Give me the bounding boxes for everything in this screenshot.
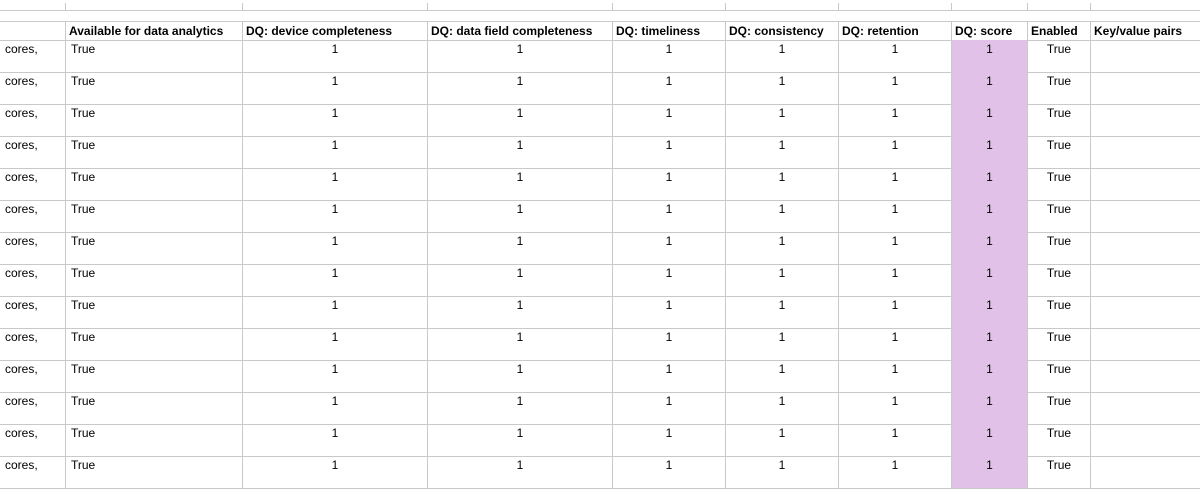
cell-consistency[interactable]: 1: [726, 424, 839, 456]
cell-data-field-completeness[interactable]: 1: [428, 200, 613, 232]
cell-enabled[interactable]: True: [1028, 424, 1091, 456]
cell-enabled[interactable]: True: [1028, 40, 1091, 72]
cell-device-completeness[interactable]: 1: [243, 264, 428, 296]
cell-row-label[interactable]: cores,: [0, 104, 66, 136]
cell-key-value-pairs[interactable]: [1091, 392, 1200, 424]
cell-consistency[interactable]: 1: [726, 136, 839, 168]
table-row: [0, 168, 1200, 201]
cell-data-field-completeness[interactable]: 1: [428, 296, 613, 328]
cell-dq-score[interactable]: 1: [952, 456, 1028, 488]
table-row: [0, 328, 1200, 361]
column-divider[interactable]: [427, 3, 428, 10]
cell-consistency[interactable]: 1: [726, 296, 839, 328]
cell-row-label[interactable]: cores,: [0, 456, 66, 488]
cell-available[interactable]: True: [66, 200, 243, 232]
cell-timeliness[interactable]: 1: [613, 168, 726, 200]
cell-key-value-pairs[interactable]: [1091, 264, 1200, 296]
cell-timeliness[interactable]: 1: [613, 40, 726, 72]
cell-dq-score[interactable]: 1: [952, 200, 1028, 232]
cell-timeliness[interactable]: 1: [613, 360, 726, 392]
cell-enabled[interactable]: True: [1028, 200, 1091, 232]
cell-row-label[interactable]: cores,: [0, 40, 66, 72]
table-row: [0, 136, 1200, 169]
cell-available[interactable]: True: [66, 424, 243, 456]
table-row: [0, 392, 1200, 425]
cell-device-completeness[interactable]: 1: [243, 40, 428, 72]
cell-retention[interactable]: 1: [839, 392, 952, 424]
header-dq-device-completeness[interactable]: DQ: device completeness: [243, 22, 428, 40]
cell-row-label[interactable]: cores,: [0, 232, 66, 264]
cell-row-label[interactable]: cores,: [0, 264, 66, 296]
cell-data-field-completeness[interactable]: 1: [428, 136, 613, 168]
header-dq-retention[interactable]: DQ: retention: [839, 22, 952, 40]
cell-key-value-pairs[interactable]: [1091, 72, 1200, 104]
column-divider[interactable]: [65, 3, 66, 10]
cell-row-label[interactable]: cores,: [0, 360, 66, 392]
cell-dq-score[interactable]: 1: [952, 328, 1028, 360]
cell-dq-score[interactable]: 1: [952, 392, 1028, 424]
header-dq-consistency[interactable]: DQ: consistency: [726, 22, 839, 40]
cell-key-value-pairs[interactable]: [1091, 424, 1200, 456]
cell-timeliness[interactable]: 1: [613, 392, 726, 424]
cell-timeliness[interactable]: 1: [613, 424, 726, 456]
cell-key-value-pairs[interactable]: [1091, 40, 1200, 72]
cell-row-label[interactable]: cores,: [0, 168, 66, 200]
header-available-for-data-analytics[interactable]: Available for data analytics: [66, 22, 243, 40]
cell-retention[interactable]: 1: [839, 264, 952, 296]
cell-key-value-pairs[interactable]: [1091, 456, 1200, 488]
cell-data-field-completeness[interactable]: 1: [428, 264, 613, 296]
cell-timeliness[interactable]: 1: [613, 264, 726, 296]
cell-dq-score[interactable]: 1: [952, 360, 1028, 392]
header-key-value-pairs[interactable]: Key/value pairs: [1094, 24, 1183, 38]
cell-timeliness[interactable]: 1: [613, 456, 726, 488]
cell-dq-score[interactable]: 1: [952, 136, 1028, 168]
column-divider[interactable]: [242, 3, 243, 10]
cell-row-label[interactable]: cores,: [0, 328, 66, 360]
cell-enabled[interactable]: True: [1028, 328, 1091, 360]
cell-device-completeness[interactable]: 1: [243, 168, 428, 200]
cell-row-label[interactable]: cores,: [0, 136, 66, 168]
table-row: [0, 424, 1200, 457]
column-divider[interactable]: [725, 3, 726, 10]
cell-device-completeness[interactable]: 1: [243, 296, 428, 328]
cell-key-value-pairs[interactable]: [1091, 200, 1200, 232]
cell-available[interactable]: True: [66, 456, 243, 488]
header-enabled[interactable]: Enabled: [1028, 22, 1091, 40]
cell-data-field-completeness[interactable]: 1: [428, 456, 613, 488]
cell-timeliness[interactable]: 1: [613, 200, 726, 232]
cell-enabled[interactable]: True: [1028, 136, 1091, 168]
cell-timeliness[interactable]: 1: [613, 328, 726, 360]
header-cell-blank[interactable]: [0, 22, 66, 40]
cell-available[interactable]: True: [66, 328, 243, 360]
cell-dq-score[interactable]: 1: [952, 72, 1028, 104]
cell-consistency[interactable]: 1: [726, 40, 839, 72]
table-row: [0, 40, 1200, 73]
cell-data-field-completeness[interactable]: 1: [428, 328, 613, 360]
cell-timeliness[interactable]: 1: [613, 232, 726, 264]
cell-enabled[interactable]: True: [1028, 232, 1091, 264]
cell-retention[interactable]: 1: [839, 456, 952, 488]
column-divider[interactable]: [1090, 3, 1091, 10]
cell-dq-score[interactable]: 1: [952, 40, 1028, 72]
cell-device-completeness[interactable]: 1: [243, 424, 428, 456]
header-dq-score[interactable]: DQ: score: [952, 22, 1028, 40]
cell-dq-score[interactable]: 1: [952, 104, 1028, 136]
cell-device-completeness[interactable]: 1: [243, 104, 428, 136]
cell-dq-score[interactable]: 1: [952, 424, 1028, 456]
cell-dq-score[interactable]: 1: [952, 232, 1028, 264]
cell-key-value-pairs[interactable]: [1091, 360, 1200, 392]
cell-data-field-completeness[interactable]: 1: [428, 392, 613, 424]
cell-row-label[interactable]: cores,: [0, 200, 66, 232]
cell-timeliness[interactable]: 1: [613, 104, 726, 136]
column-divider[interactable]: [1027, 3, 1028, 10]
header-dq-timeliness[interactable]: DQ: timeliness: [613, 22, 726, 40]
cell-data-field-completeness[interactable]: 1: [428, 424, 613, 456]
cell-available[interactable]: True: [66, 232, 243, 264]
cell-retention[interactable]: 1: [839, 328, 952, 360]
header-dq-data-field-completeness[interactable]: DQ: data field completeness: [428, 22, 613, 40]
cell-available[interactable]: True: [66, 136, 243, 168]
cell-data-field-completeness[interactable]: 1: [428, 360, 613, 392]
cell-enabled[interactable]: True: [1028, 392, 1091, 424]
cell-device-completeness[interactable]: 1: [243, 360, 428, 392]
cell-dq-score[interactable]: 1: [952, 264, 1028, 296]
cell-device-completeness[interactable]: 1: [243, 456, 428, 488]
cell-enabled[interactable]: True: [1028, 264, 1091, 296]
cell-consistency[interactable]: 1: [726, 168, 839, 200]
cell-timeliness[interactable]: 1: [613, 72, 726, 104]
cell-row-label[interactable]: cores,: [0, 424, 66, 456]
cell-retention[interactable]: 1: [839, 168, 952, 200]
cell-consistency[interactable]: 1: [726, 392, 839, 424]
cell-retention[interactable]: 1: [839, 296, 952, 328]
cell-device-completeness[interactable]: 1: [243, 200, 428, 232]
cell-key-value-pairs[interactable]: [1091, 296, 1200, 328]
cell-timeliness[interactable]: 1: [613, 136, 726, 168]
cell-available[interactable]: True: [66, 72, 243, 104]
cell-data-field-completeness[interactable]: 1: [428, 104, 613, 136]
cell-enabled[interactable]: True: [1028, 360, 1091, 392]
cell-enabled[interactable]: True: [1028, 296, 1091, 328]
cell-retention[interactable]: 1: [839, 232, 952, 264]
cell-enabled[interactable]: True: [1028, 104, 1091, 136]
cell-enabled[interactable]: True: [1028, 456, 1091, 488]
cell-available[interactable]: True: [66, 168, 243, 200]
cell-retention[interactable]: 1: [839, 40, 952, 72]
cell-device-completeness[interactable]: 1: [243, 392, 428, 424]
table-row: [0, 296, 1200, 329]
cell-device-completeness[interactable]: 1: [243, 328, 428, 360]
cell-available[interactable]: True: [66, 104, 243, 136]
cell-available[interactable]: True: [66, 360, 243, 392]
cell-retention[interactable]: 1: [839, 424, 952, 456]
cell-row-label[interactable]: cores,: [0, 392, 66, 424]
cell-consistency[interactable]: 1: [726, 200, 839, 232]
table-row: [0, 200, 1200, 233]
cell-key-value-pairs[interactable]: [1091, 168, 1200, 200]
header-row: [0, 21, 1200, 41]
cell-timeliness[interactable]: 1: [613, 296, 726, 328]
cell-key-value-pairs[interactable]: [1091, 136, 1200, 168]
cell-retention[interactable]: 1: [839, 72, 952, 104]
cell-data-field-completeness[interactable]: 1: [428, 168, 613, 200]
column-divider[interactable]: [612, 3, 613, 10]
cell-key-value-pairs[interactable]: [1091, 232, 1200, 264]
column-resize-strip: [0, 0, 1200, 11]
cell-key-value-pairs[interactable]: [1091, 328, 1200, 360]
cell-available[interactable]: True: [66, 264, 243, 296]
column-divider[interactable]: [838, 3, 839, 10]
cell-retention[interactable]: 1: [839, 360, 952, 392]
cell-consistency[interactable]: 1: [726, 104, 839, 136]
cell-device-completeness[interactable]: 1: [243, 232, 428, 264]
cell-consistency[interactable]: 1: [726, 456, 839, 488]
cell-consistency[interactable]: 1: [726, 360, 839, 392]
cell-available[interactable]: True: [66, 392, 243, 424]
cell-available[interactable]: True: [66, 296, 243, 328]
cell-retention[interactable]: 1: [839, 136, 952, 168]
table-row: [0, 72, 1200, 105]
cell-data-field-completeness[interactable]: 1: [428, 232, 613, 264]
cell-row-label[interactable]: cores,: [0, 72, 66, 104]
cell-device-completeness[interactable]: 1: [243, 72, 428, 104]
cell-consistency[interactable]: 1: [726, 72, 839, 104]
cell-key-value-pairs[interactable]: [1091, 104, 1200, 136]
cell-consistency[interactable]: 1: [726, 232, 839, 264]
table-row: [0, 360, 1200, 393]
cell-data-field-completeness[interactable]: 1: [428, 40, 613, 72]
cell-retention[interactable]: 1: [839, 104, 952, 136]
table-row: [0, 456, 1200, 489]
cell-dq-score[interactable]: 1: [952, 168, 1028, 200]
cell-retention[interactable]: 1: [839, 200, 952, 232]
cell-enabled[interactable]: True: [1028, 72, 1091, 104]
cell-dq-score[interactable]: 1: [952, 296, 1028, 328]
cell-row-label[interactable]: cores,: [0, 296, 66, 328]
table-row: [0, 104, 1200, 137]
cell-data-field-completeness[interactable]: 1: [428, 72, 613, 104]
cell-enabled[interactable]: True: [1028, 168, 1091, 200]
cell-consistency[interactable]: 1: [726, 328, 839, 360]
table-row: [0, 264, 1200, 297]
cell-consistency[interactable]: 1: [726, 264, 839, 296]
cell-device-completeness[interactable]: 1: [243, 136, 428, 168]
cell-available[interactable]: True: [66, 40, 243, 72]
table-row: [0, 232, 1200, 265]
column-divider[interactable]: [951, 3, 952, 10]
